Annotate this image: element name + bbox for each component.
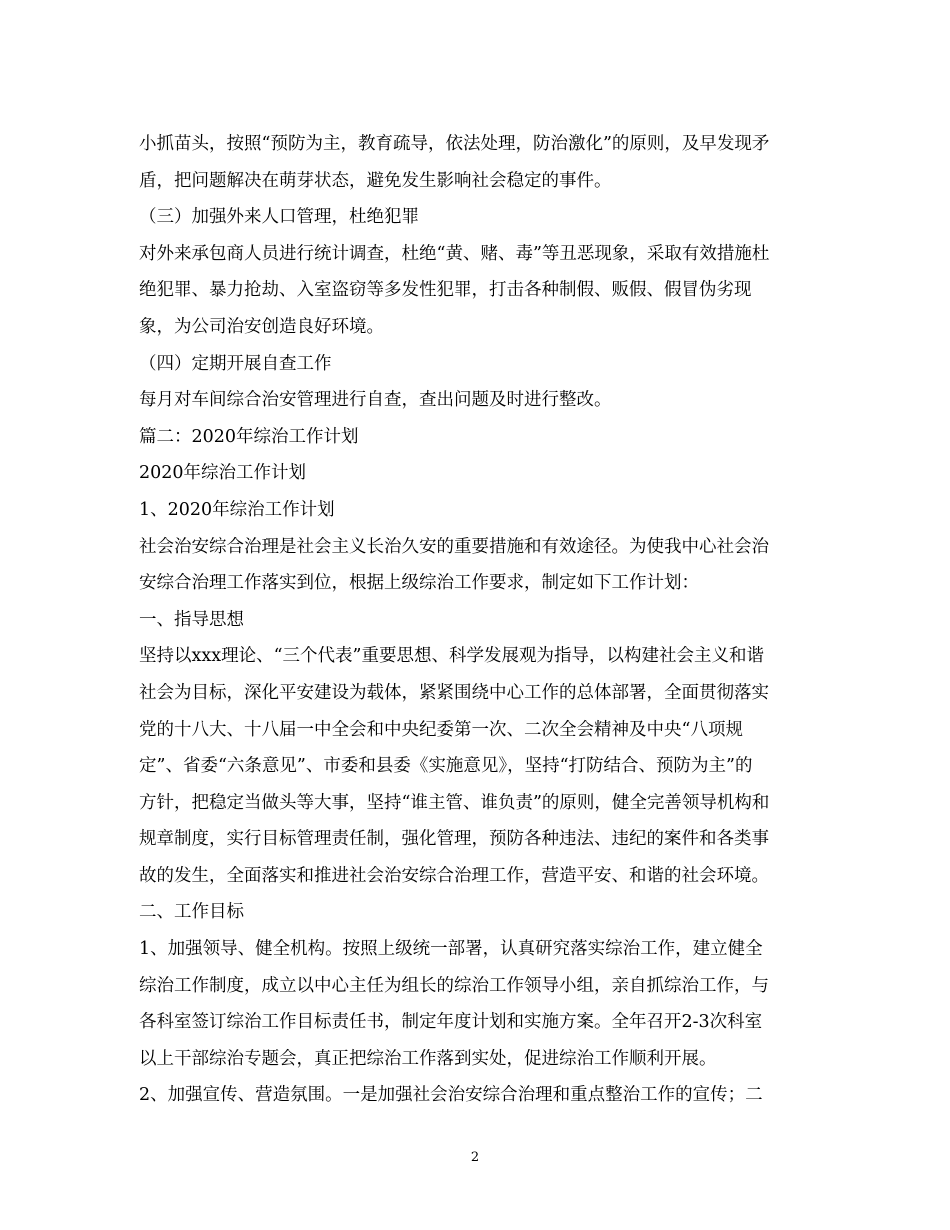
text-line: 1、2020年综治工作计划: [139, 499, 335, 520]
text-line: 综治工作制度，成立以中心主任为组长的综治工作领导小组，亲自抓综治工作，与: [139, 975, 769, 996]
text-line: 二、工作目标: [139, 902, 244, 923]
text-line: 坚持以xxx理论、“三个代表”重要思想、科学发展观为指导，以构建社会主义和谐: [139, 646, 764, 667]
text-line: 篇二：2020年综治工作计划: [139, 426, 359, 447]
text-line: 故的发生，全面落实和推进社会治安综合治理工作，营造平安、和谐的社会环境。: [139, 865, 769, 886]
text-line: 社会治安综合治理是社会主义长治久安的重要措施和有效途径。为使我中心社会治: [139, 536, 769, 557]
text-line: 1、加强领导、健全机构。按照上级统一部署，认真研究落实综治工作，建立健全: [139, 939, 763, 960]
text-line: 以上干部综治专题会，真正把综治工作落到实处，促进综治工作顺利开展。: [139, 1048, 717, 1069]
text-line: 2020年综治工作计划: [139, 463, 307, 484]
text-line: （三）加强外来人口管理，杜绝犯罪: [139, 207, 419, 228]
text-line: （四）定期开展自查工作: [139, 353, 332, 374]
text-line: 每月对车间综合治安管理进行自查，查出问题及时进行整改。: [139, 390, 612, 411]
text-line: 象，为公司治安创造良好环境。: [139, 316, 384, 337]
text-line: 绝犯罪、暴力抢劫、入室盗窃等多发性犯罪，打击各种制假、贩假、假冒伪劣现: [139, 280, 752, 301]
text-line: 社会为目标，深化平安建设为载体，紧紧围绕中心工作的总体部署，全面贯彻落实: [139, 682, 769, 703]
text-line: 盾，把问题解决在萌芽状态，避免发生影响社会稳定的事件。: [139, 170, 612, 191]
text-line: 小抓苗头，按照“预防为主，教育疏导，依法处理，防治激化”的原则，及早发现矛: [139, 134, 770, 154]
text-line: 一、指导思想: [139, 609, 244, 630]
text-line: 安综合治理工作落实到位，根据上级综治工作要求，制定如下工作计划：: [139, 573, 699, 594]
text-line: 党的十八大、十八届一中全会和中央纪委第一次、二次全会精神及中央“八项规: [139, 719, 743, 740]
text-line: 定”、省委“六条意见”、市委和县委《实施意见》，坚持“打防结合、预防为主”的: [139, 756, 753, 777]
page-number: 2: [470, 1150, 480, 1165]
text-line: 方针，把稳定当做头等大事，坚持“谁主管、谁负责”的原则，健全完善领导机构和: [139, 792, 770, 813]
text-line: 规章制度，实行目标管理责任制，强化管理，预防各种违法、违纪的案件和各类事: [139, 829, 769, 850]
document-body: [139, 126, 819, 1114]
text-line: 2、加强宣传、营造氛围。一是加强社会治安综合治理和重点整治工作的宣传；二: [139, 1085, 763, 1106]
text-line: 各科室签订综治工作目标责任书，制定年度计划和实施方案。全年召开2-3次科室: [139, 1012, 763, 1033]
text-line: 对外来承包商人员进行统计调查，杜绝“黄、赌、毒”等丑恶现象，采取有效措施杜: [139, 243, 770, 264]
